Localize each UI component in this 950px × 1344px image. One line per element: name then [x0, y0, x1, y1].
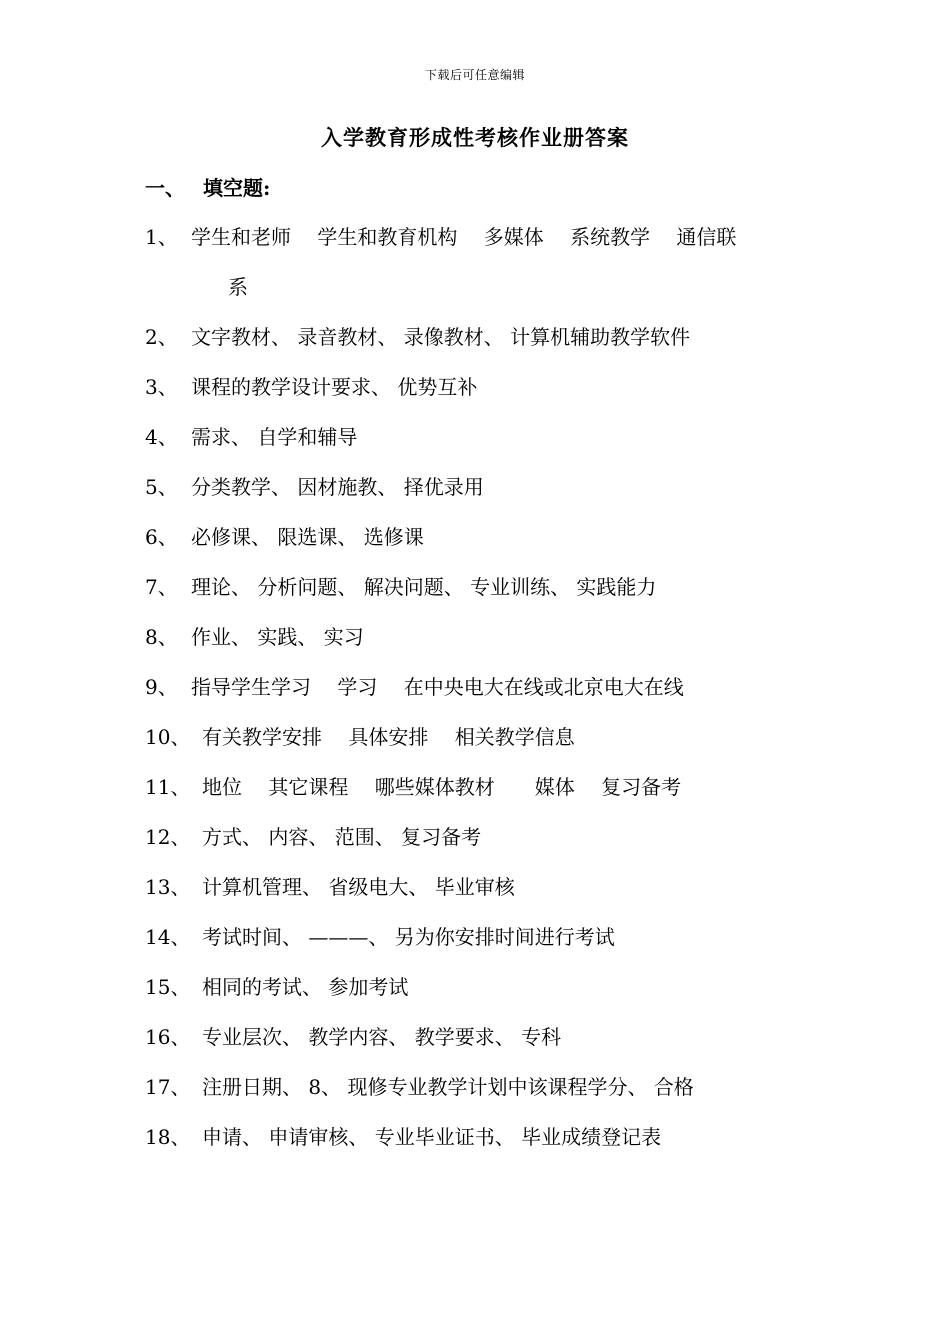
- answer-text: 注册日期、 8、 现修专业教学计划中该课程学分、 合格: [202, 1075, 694, 1099]
- answer-number: 14、: [145, 925, 191, 949]
- answer-text: 指导学生学习 学习 在中央电大在线或北京电大在线: [191, 675, 684, 699]
- answer-number: 8、: [145, 625, 178, 649]
- section-heading: [145, 172, 270, 201]
- answer-number: 18、: [145, 1125, 191, 1149]
- answer-text: 地位 其它课程 哪些媒体教材 媒体 复习备考: [202, 775, 682, 799]
- answer-number: 4、: [145, 425, 178, 449]
- answer-number: 13、: [145, 875, 191, 899]
- section-label: 填空题:: [203, 176, 271, 200]
- answer-item: [145, 662, 825, 712]
- answer-text: 课程的教学设计要求、 优势互补: [191, 375, 478, 399]
- answer-text: 相同的考试、 参加考试: [202, 975, 409, 999]
- answer-number: 16、: [145, 1025, 191, 1049]
- answer-number: 6、: [145, 525, 178, 549]
- answer-list: [145, 212, 825, 1162]
- answer-text: 有关教学安排 具体安排 相关教学信息: [202, 725, 575, 749]
- answer-text: 需求、 自学和辅导: [191, 425, 358, 449]
- answer-text: 专业层次、 教学内容、 教学要求、 专科: [202, 1025, 562, 1049]
- answer-item: [145, 512, 825, 562]
- answer-item: [145, 812, 825, 862]
- answer-text: 分类教学、 因材施教、 择优录用: [191, 475, 484, 499]
- answer-item: [145, 962, 825, 1012]
- answer-number: 15、: [145, 975, 191, 999]
- answer-item: [145, 1012, 825, 1062]
- answer-text: 申请、 申请审核、 专业毕业证书、 毕业成绩登记表: [202, 1125, 662, 1149]
- answer-text: 作业、 实践、 实习: [191, 625, 364, 649]
- answer-item: [145, 1112, 825, 1162]
- answer-text: 方式、 内容、 范围、 复习备考: [202, 825, 482, 849]
- answer-item: [145, 562, 825, 612]
- answer-number: 2、: [145, 325, 178, 349]
- answer-text: 理论、 分析问题、 解决问题、 专业训练、 实践能力: [191, 575, 657, 599]
- answer-number: 17、: [145, 1075, 191, 1099]
- answer-item: [145, 312, 825, 362]
- answer-item: [145, 612, 825, 662]
- answer-item: [145, 212, 825, 262]
- answer-continuation: 系: [228, 275, 248, 299]
- answer-item: [145, 1062, 825, 1112]
- answer-item: [145, 912, 825, 962]
- answer-number: 10、: [145, 725, 191, 749]
- page-header-note: 下载后可任意编辑: [424, 68, 525, 82]
- answer-number: 3、: [145, 375, 178, 399]
- answer-item: [145, 762, 825, 812]
- answer-number: 9、: [145, 675, 178, 699]
- answer-item: [145, 412, 825, 462]
- answer-item: [145, 712, 825, 762]
- answer-text: 学生和老师 学生和教育机构 多媒体 系统教学 通信联: [191, 225, 737, 249]
- answer-item: [145, 362, 825, 412]
- answer-item: [145, 462, 825, 512]
- answer-text: 必修课、 限选课、 选修课: [191, 525, 424, 549]
- answer-number: 1、: [145, 225, 178, 249]
- answer-number: 11、: [145, 775, 191, 799]
- answer-text: 计算机管理、 省级电大、 毕业审核: [202, 875, 515, 899]
- section-number: 一、: [145, 176, 185, 200]
- answer-number: 12、: [145, 825, 191, 849]
- document-title: 入学教育形成性考核作业册答案: [321, 125, 629, 150]
- answer-text: 考试时间、 ———、 另为你安排时间进行考试: [202, 925, 615, 949]
- answer-item: [145, 862, 825, 912]
- answer-number: 7、: [145, 575, 178, 599]
- answer-number: 5、: [145, 475, 178, 499]
- answer-text: 文字教材、 录音教材、 录像教材、 计算机辅助教学软件: [191, 325, 691, 349]
